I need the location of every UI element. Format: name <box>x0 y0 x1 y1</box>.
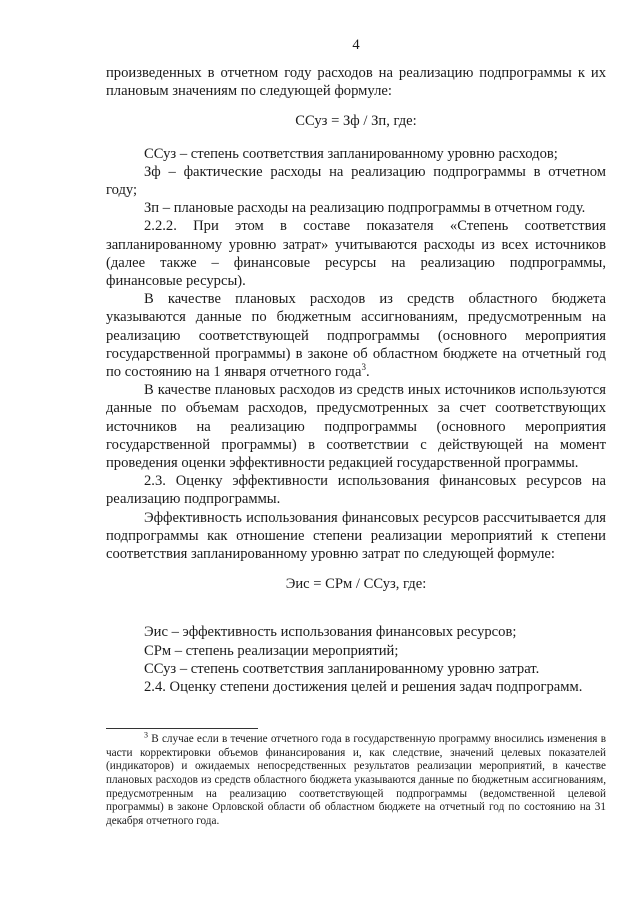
paragraph-2-2-2: 2.2.2. При этом в составе показателя «Степень соответствия запланированному уровню затрат» учитываются расходы из всех источников (далее также – финансовые ресурсы на реализацию подпрограммы, финансовые ресурсы). <box>106 218 606 290</box>
definition-srm: СРм – степень реализации мероприятий; <box>144 642 399 659</box>
footnote-separator <box>106 728 258 729</box>
paragraph-regional-budget-end: . <box>365 364 370 381</box>
definition-ssuz-costs: ССуз – степень соответствия запланированному уровню затрат. <box>144 660 540 677</box>
definition-ssuz: ССуз – степень соответствия запланированному уровню расходов; <box>144 145 558 162</box>
paragraph-2-3: 2.3. Оценку эффективности использования финансовых ресурсов на реализацию подпрограммы. <box>106 473 606 508</box>
paragraph-regional-budget-text: В качестве плановых расходов из средств областного бюджета указываются данные по бюджетным ассигнованиям, предусмотренным на реализацию соответствующей подпрограммы (основного мероприятия государственной программы) в законе об областном бюджете на отчетный год по состоянию на 1 января отчетного года <box>106 291 606 381</box>
paragraph-regional-budget <box>106 290 606 381</box>
footnote-mark: 3 <box>144 730 148 740</box>
definition-eis: Эис – эффективность использования финансовых ресурсов; <box>144 624 517 641</box>
footnote-reference: 3 <box>361 362 366 373</box>
footnote <box>106 730 606 828</box>
paragraph-efficiency: Эффективность использования финансовых ресурсов рассчитывается для подпрограммы как отношение степени реализации мероприятий к степени соответствия запланированному уровню затрат по следующей формуле: <box>106 509 606 563</box>
paragraph-continuation: произведенных в отчетном году расходов на реализацию подпрограммы к их плановым значениям по следующей формуле: <box>106 65 606 100</box>
page-number: 4 <box>352 37 360 53</box>
formula-ssuz: ССуз = Зф / Зп, где: <box>295 113 417 130</box>
footnote-text: В случае если в течение отчетного года в государственную программу вносились изменения в части корректировки объемов финансирования и, как следствие, значений целевых показателей (индикаторов) и ожидаемых непосредственных результатов реализации мероприятий, в качестве плановых расходов из средств областного бюджета указываются данные по бюджетным ассигнованиям, предусмотренным на реализацию соответствующей подпрограммы (ведомственной целевой программы) в законе Орловской области об областном бюджете на отчетный год по состоянию на 31 декабря отчетного года. <box>106 733 606 827</box>
definition-zf: Зф – фактические расходы на реализацию подпрограммы в отчетном году; <box>106 163 606 199</box>
paragraph-other-sources: В качестве плановых расходов из средств иных источников используются данные по объемам расходов, предусмотренных за счет соответствующих источников на реализацию подпрограммы (основного мероприятия государственной программы) в соответствии с действующей на момент проведения оценки эффективности редакцией государственной программы. <box>106 382 606 472</box>
formula-eis: Эис = СРм / ССуз, где: <box>285 576 427 593</box>
definition-zp: Зп – плановые расходы на реализацию подпрограммы в отчетном году. <box>144 200 586 217</box>
paragraph-2-4: 2.4. Оценку степени достижения целей и решения задач подпрограмм. <box>144 679 583 696</box>
